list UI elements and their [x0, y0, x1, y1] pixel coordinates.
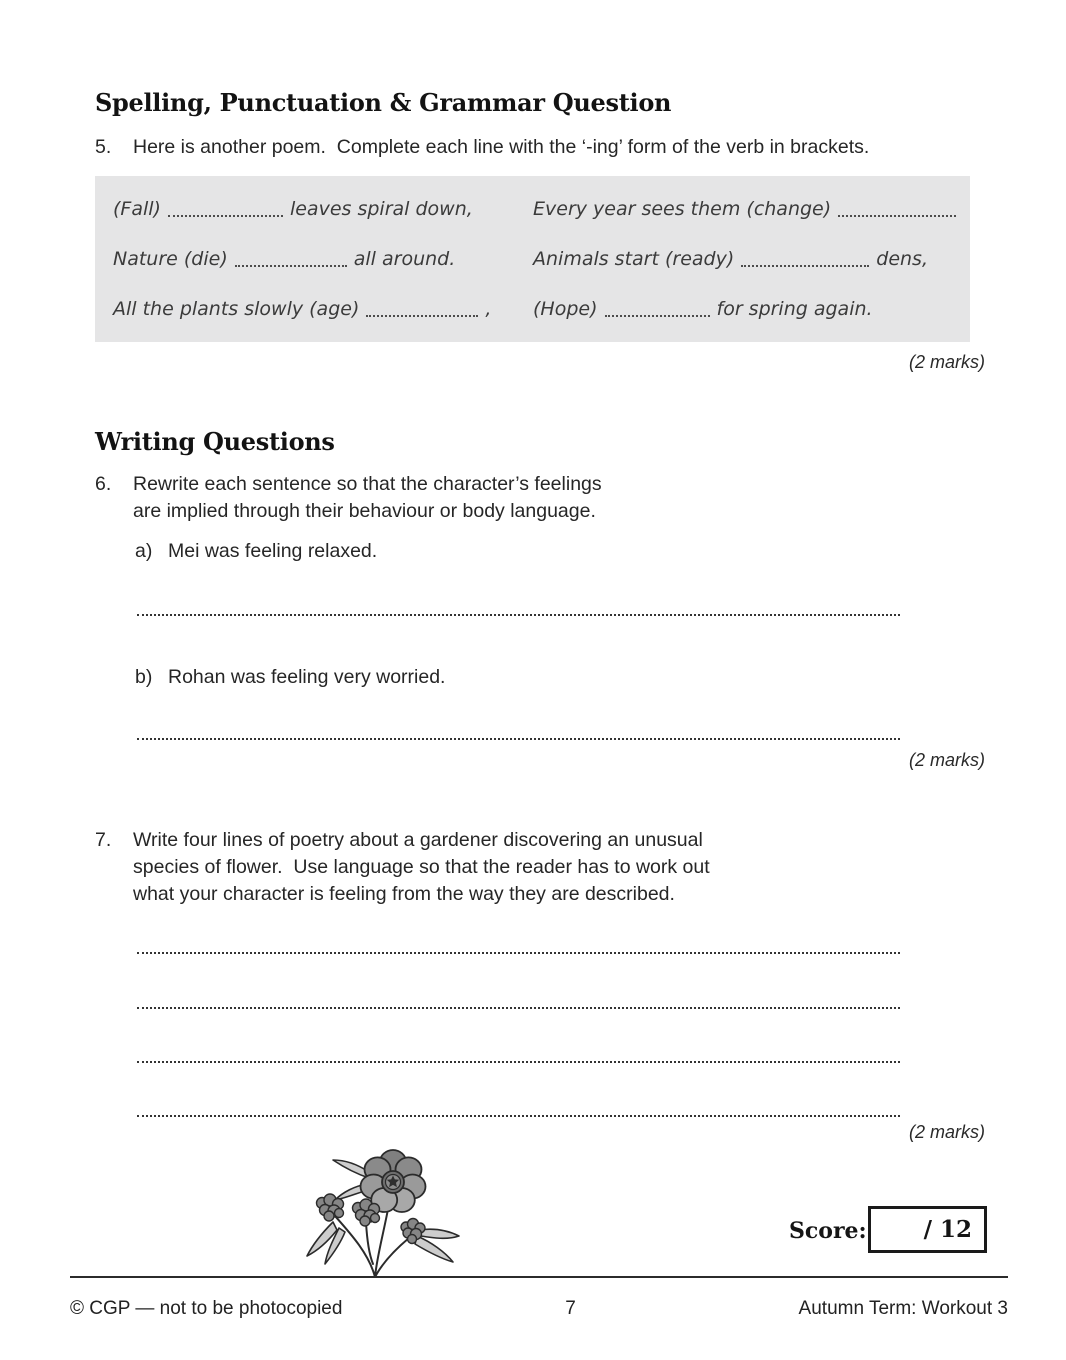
question-7 [95, 827, 815, 908]
question-6-number: 6. [95, 473, 112, 495]
poem-text: all around. [353, 248, 456, 270]
answer-line[interactable] [137, 606, 900, 616]
question-6-prompt-line2: are implied through their behaviour or body language. [133, 500, 596, 522]
poem-text: (Fall) [113, 198, 161, 220]
question-6b [135, 666, 445, 689]
poem-line [533, 184, 963, 234]
poem-text: Nature (die) [113, 248, 228, 270]
answer-blank[interactable] [366, 302, 478, 317]
question-6-prompt-line1: Rewrite each sentence so that the character’s feelings [133, 473, 602, 495]
poem-text: Animals start (ready) [533, 248, 735, 270]
poem-text: (Hope) [533, 298, 598, 320]
answer-line[interactable] [137, 999, 900, 1009]
footer [70, 1298, 1008, 1320]
score-label: Score: [789, 1218, 867, 1244]
question-6a [135, 540, 377, 563]
answer-line[interactable] [137, 944, 900, 954]
answer-line[interactable] [137, 1053, 900, 1063]
question-6a-label: a) [135, 540, 153, 562]
score-box[interactable] [868, 1206, 987, 1253]
question-7-prompt-line3: what your character is feeling from the way they are described. [133, 883, 675, 905]
poem-line [533, 284, 963, 334]
poem-text: All the plants slowly (age) [113, 298, 360, 320]
footer-term: Autumn Term: Workout 3 [798, 1298, 1008, 1319]
answer-blank[interactable] [168, 202, 283, 217]
q6-marks: (2 marks) [909, 750, 985, 770]
q7-marks: (2 marks) [909, 1122, 985, 1142]
poem-text: , [485, 298, 492, 320]
question-7-number: 7. [95, 829, 112, 851]
poem-box [95, 176, 970, 342]
footer-page-number: 7 [565, 1298, 576, 1319]
poem-line [113, 184, 533, 234]
poem-text: dens, [876, 248, 928, 270]
answer-blank[interactable] [605, 302, 710, 317]
question-7-prompt [133, 827, 710, 908]
poem-text: leaves spiral down, [289, 198, 473, 220]
answer-line[interactable] [137, 1107, 900, 1117]
question-6 [95, 471, 795, 525]
answer-line[interactable] [137, 730, 900, 740]
poem-text: Every year sees them (change) [533, 198, 832, 220]
poem-text: for spring again. [716, 298, 873, 320]
question-7-prompt-line1: Write four lines of poetry about a gardener discovering an unusual [133, 829, 703, 851]
footer-rule [70, 1276, 1008, 1278]
question-6b-label: b) [135, 666, 153, 688]
q5-marks: (2 marks) [909, 352, 985, 372]
poem-line [113, 234, 533, 284]
poem-line [113, 284, 533, 334]
question-6b-text: Rohan was feeling very worried. [168, 666, 446, 688]
question-6a-text: Mei was feeling relaxed. [168, 540, 378, 562]
answer-blank[interactable] [235, 252, 347, 267]
poem-line [533, 234, 963, 284]
flower-illustration [303, 1144, 463, 1278]
writing-heading: Writing Questions [95, 427, 335, 456]
spag-heading: Spelling, Punctuation & Grammar Question [95, 88, 672, 117]
score-value: / 12 [923, 1216, 972, 1243]
question-5-number: 5. [95, 136, 112, 158]
question-7-prompt-line2: species of flower. Use language so that the reader has to work out [133, 856, 710, 878]
question-6-prompt [133, 471, 602, 525]
footer-copyright: © CGP — not to be photocopied [70, 1298, 343, 1319]
answer-blank[interactable] [838, 202, 956, 217]
question-5 [95, 134, 975, 161]
answer-blank[interactable] [741, 252, 869, 267]
question-5-prompt: Here is another poem. Complete each line with the ‘-ing’ form of the verb in brackets. [133, 136, 870, 158]
